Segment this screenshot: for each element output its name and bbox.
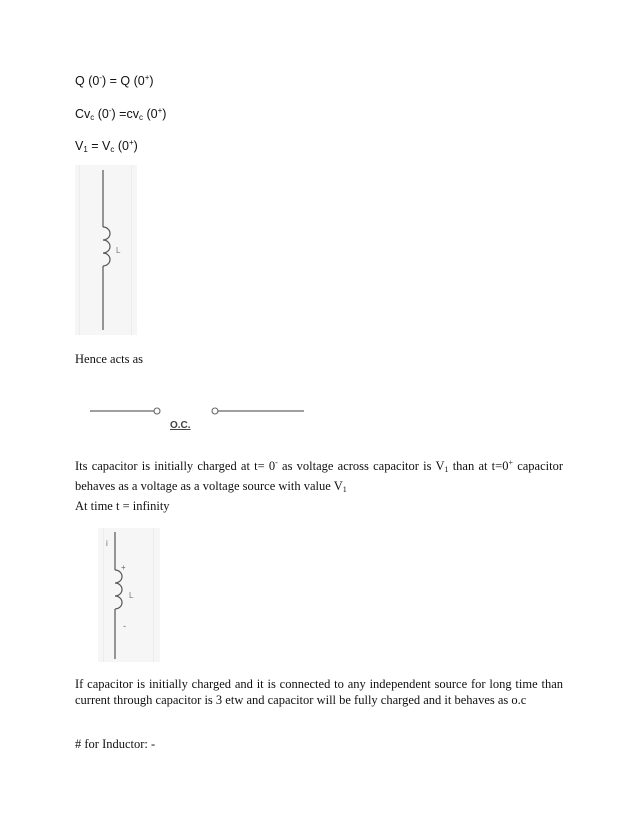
eq-text: ) = Q (0 xyxy=(101,74,145,88)
eq-superscript: - xyxy=(99,73,102,82)
eq-text: ) xyxy=(133,139,138,153)
para-subscript: 1 xyxy=(342,485,347,494)
open-circuit-figure xyxy=(88,400,306,434)
eq-superscript: + xyxy=(144,73,150,82)
inductor-circuit-figure xyxy=(75,165,137,335)
eq-superscript: + xyxy=(128,138,134,147)
para-text: capacitor behaves as a voltage as a voltage source with value V xyxy=(75,459,563,493)
inductor-section-heading: # for Inductor: - xyxy=(75,737,156,751)
para-superscript: + xyxy=(508,458,513,467)
eq-subscript: 1 xyxy=(83,145,88,154)
capacitor-initial-paragraph xyxy=(75,455,563,498)
capacitor-steady-state-paragraph: If capacitor is initially charged and it is connected to any independent source for long time than current through capacitor is 3 etw and capacitor will be fully charged and it behaves as o.c xyxy=(75,677,563,707)
eq-text: Cv xyxy=(75,107,91,121)
eq-subscript: c xyxy=(90,113,95,122)
equation-capacitor-voltage xyxy=(75,106,166,122)
open-circuit-label: O.C. xyxy=(170,420,191,431)
eq-text: (0 xyxy=(142,107,158,121)
figure-grid-line xyxy=(131,165,132,335)
para-subscript: 1 xyxy=(444,465,449,474)
hence-text: Hence acts as xyxy=(75,352,144,366)
figure-grid-line xyxy=(79,165,80,335)
equation-charge-continuity xyxy=(75,73,154,88)
eq-subscript: c xyxy=(138,113,143,122)
time-infinity-text: At time t = infinity xyxy=(75,499,170,513)
equation-initial-voltage xyxy=(75,138,138,154)
inductor-current-figure xyxy=(98,528,160,662)
para-superscript: - xyxy=(275,458,278,467)
eq-text: ) xyxy=(162,107,167,121)
para-text: than at t=0 xyxy=(448,459,509,473)
figure-grid-line xyxy=(103,528,104,662)
eq-superscript: + xyxy=(157,106,163,115)
minus-polarity-label: - xyxy=(123,621,126,631)
eq-text: V xyxy=(75,139,84,153)
inductor-label: L xyxy=(116,246,121,255)
para-text: as voltage across capacitor is V xyxy=(277,459,445,473)
eq-text: ) xyxy=(149,74,154,88)
figure-grid-line xyxy=(153,528,154,662)
eq-text: Q (0 xyxy=(75,74,100,88)
eq-text: (0 xyxy=(94,107,109,121)
para-text: Its capacitor is initially charged at t= 0 xyxy=(75,459,276,473)
eq-text: (0 xyxy=(114,139,129,153)
plus-polarity-label: + xyxy=(121,563,126,572)
current-label: i xyxy=(106,539,108,548)
eq-text: ) =cv xyxy=(111,107,139,121)
terminal-right-icon xyxy=(212,408,218,414)
inductor-label: L xyxy=(129,591,134,600)
terminal-left-icon xyxy=(154,408,160,414)
figure-background xyxy=(75,165,137,335)
eq-superscript: - xyxy=(108,106,112,115)
eq-subscript: c xyxy=(110,145,115,154)
eq-text: = V xyxy=(87,139,111,153)
